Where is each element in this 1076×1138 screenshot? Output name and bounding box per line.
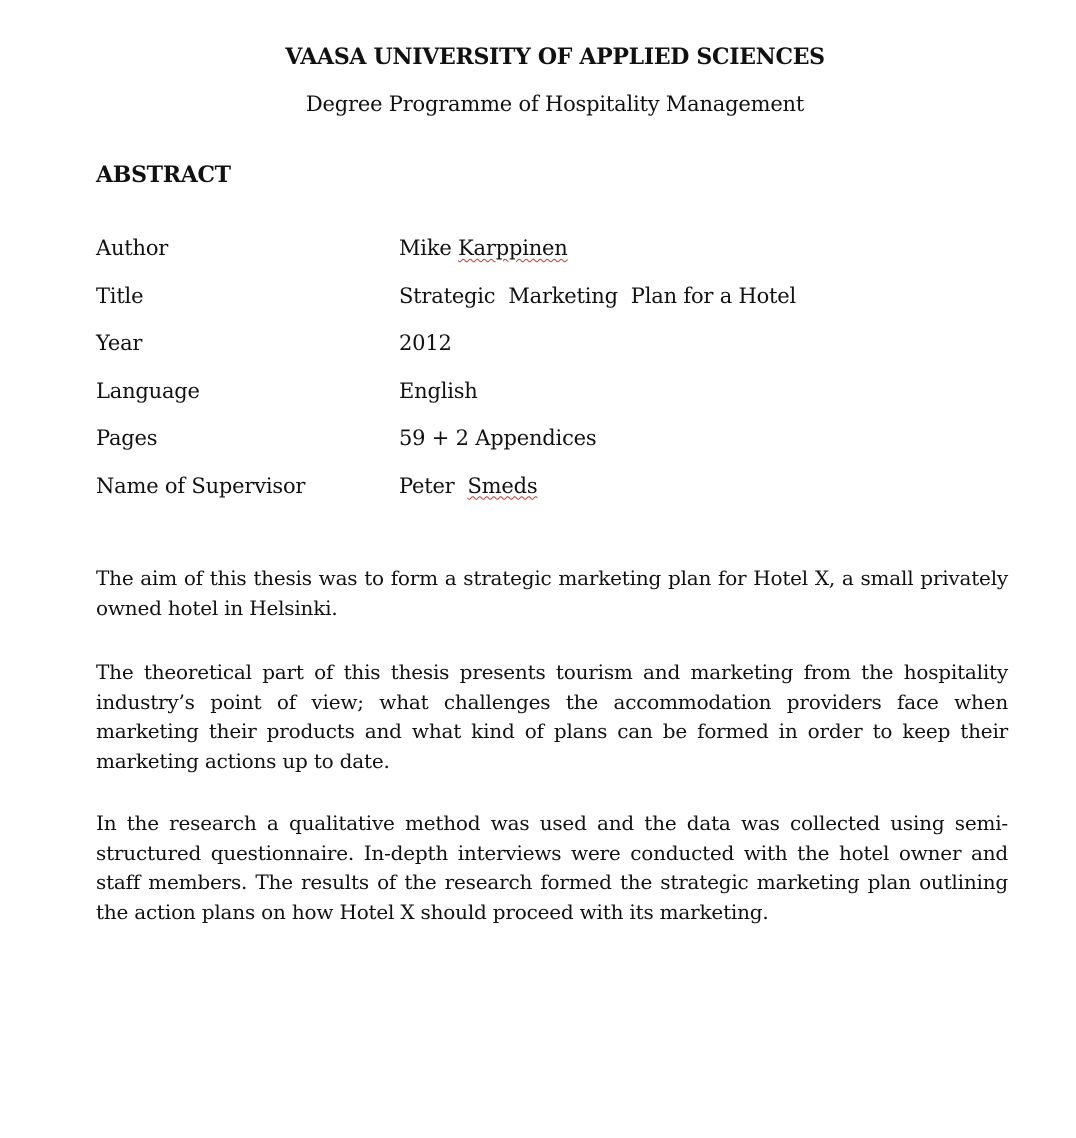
- pages-value: 59 + 2 Appendices: [399, 426, 597, 450]
- title-value: Strategic Marketing Plan for a Hotel: [399, 283, 797, 308]
- author-value: [399, 236, 568, 260]
- abstract-paragraph-aim: The aim of this thesis was to form a strategic marketing plan for Hotel X, a small privately owned hotel in Helsinki.: [96, 566, 1008, 620]
- info-row-supervisor: [96, 474, 1016, 522]
- author-label: Author: [96, 236, 169, 260]
- university-name: VAASA UNIVERSITY OF APPLIED SCIENCES: [285, 44, 825, 70]
- info-row-title: [96, 284, 1016, 332]
- info-row-author: [96, 236, 1016, 284]
- supervisor-last-name: Smeds: [467, 473, 538, 498]
- abstract-paragraph-research: In the research a qualitative method was used and the data was collected using semi-structured questionnaire. In-depth interviews were conducted with the hotel owner and staff members. The results of the research formed the strategic marketing plan outlining the action plans on how Hotel X should proceed with its marketing.: [96, 811, 1008, 924]
- year-value: 2012: [399, 331, 452, 355]
- author-first-name: Mike: [399, 236, 459, 260]
- language-label: Language: [96, 378, 200, 403]
- abstract-paragraph-theory: The theoretical part of this thesis presents tourism and marketing from the hospitality industry’s point of view; what challenges the accommodation providers face when marketing their products and what kind of plans can be formed in order to keep their marketing actions up to date.: [96, 660, 1008, 773]
- info-row-pages: [96, 426, 1016, 474]
- abstract-info-table: [96, 236, 1016, 521]
- degree-programme: Degree Programme of Hospitality Management: [305, 92, 805, 116]
- author-last-name: Karppinen: [458, 236, 568, 260]
- supervisor-label: Name of Supervisor: [96, 473, 306, 498]
- language-value: English: [399, 378, 478, 403]
- info-row-language: [96, 379, 1016, 427]
- year-label: Year: [96, 331, 143, 355]
- title-label: Title: [96, 283, 144, 308]
- pages-label: Pages: [96, 426, 158, 450]
- abstract-heading: ABSTRACT: [96, 162, 231, 188]
- supervisor-first-name: Peter: [399, 473, 468, 498]
- supervisor-value: [399, 474, 537, 498]
- info-row-year: [96, 331, 1016, 379]
